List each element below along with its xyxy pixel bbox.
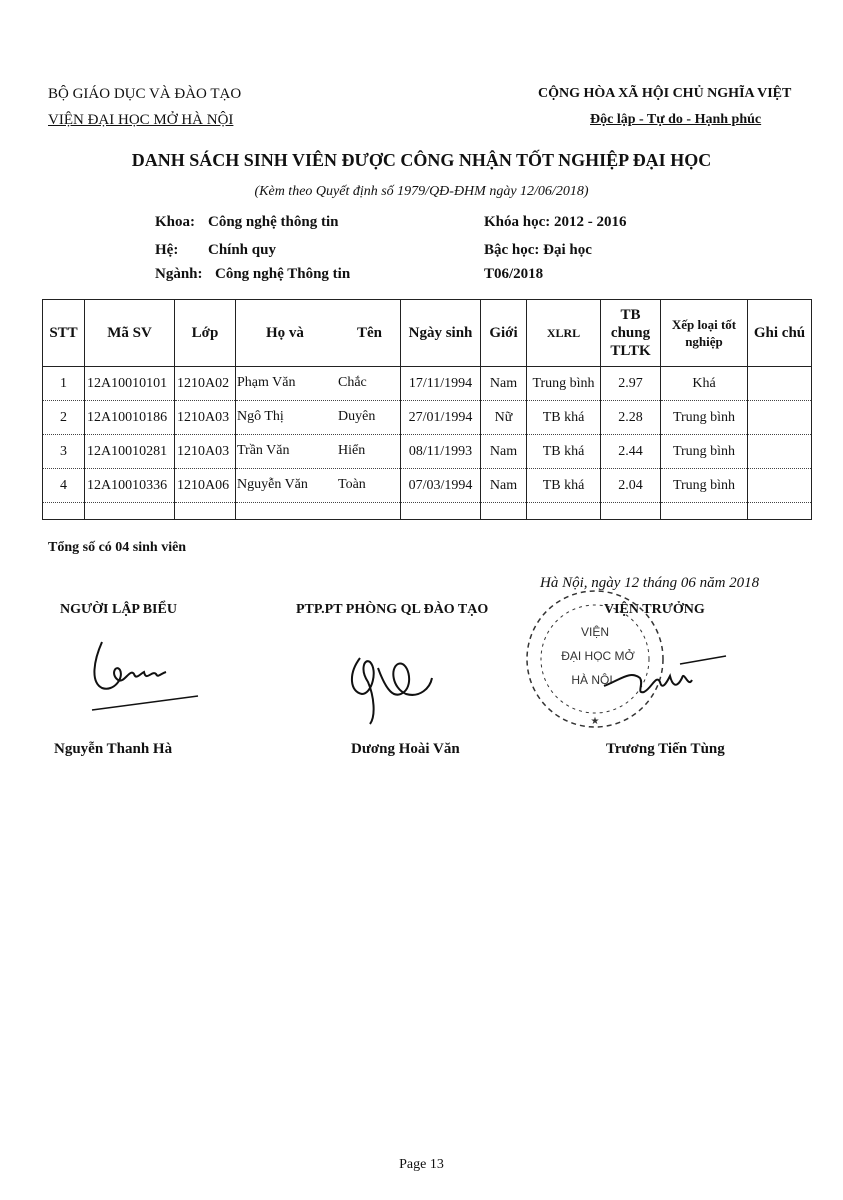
cell-classification: Trung bình <box>661 401 748 435</box>
cell-conduct: TB khá <box>527 469 601 503</box>
col-surname: Họ và <box>266 325 304 341</box>
table-blank-row <box>43 503 812 520</box>
institute-name: VIỆN ĐẠI HỌC MỞ HÀ NỘI <box>48 112 234 128</box>
cell-stt: 2 <box>43 401 85 435</box>
col-gpa-line3: TLTK <box>610 343 651 359</box>
col-conduct: XLRL <box>527 300 601 367</box>
decision-reference: (Kèm theo Quyết định số 1979/QĐ-ĐHM ngày 12/06/2018) <box>254 184 589 199</box>
table-row <box>43 469 812 503</box>
table-header-row <box>43 300 812 367</box>
stamp-star-icon: ★ <box>590 716 600 727</box>
cell-given-name: Hiển <box>338 443 366 458</box>
document-title: DANH SÁCH SINH VIÊN ĐƯỢC CÔNG NHẬN TỐT NGHIỆP ĐẠI HỌC <box>131 150 712 170</box>
table-row <box>43 401 812 435</box>
signature-2 <box>330 640 450 730</box>
cell-stt: 4 <box>43 469 85 503</box>
graduates-table <box>42 299 812 520</box>
blank-cell <box>661 503 748 520</box>
cell-classification: Trung bình <box>661 469 748 503</box>
country-name: CỘNG HÒA XÃ HỘI CHỦ NGHĨA VIỆT <box>538 86 792 101</box>
signer-1-name: Nguyễn Thanh Hà <box>54 741 173 757</box>
cell-stt: 3 <box>43 435 85 469</box>
cell-birth-date: 17/11/1994 <box>401 367 481 401</box>
cell-class: 1210A03 <box>175 401 236 435</box>
signer-1-role: NGƯỜI LẬP BIỂU <box>60 602 177 617</box>
blank-cell <box>43 503 85 520</box>
blank-cell <box>401 503 481 520</box>
cell-notes <box>748 401 812 435</box>
cell-student-id: 12A10010336 <box>85 469 175 503</box>
cell-surname: Nguyễn Văn <box>237 477 308 492</box>
cell-gender: Nam <box>481 367 527 401</box>
cell-full-name <box>236 435 401 469</box>
col-gpa-line2: chung <box>610 325 651 341</box>
table-row <box>43 435 812 469</box>
batch-code: T06/2018 <box>484 266 544 282</box>
cell-gpa: 2.04 <box>601 469 661 503</box>
cell-gpa: 2.97 <box>601 367 661 401</box>
blank-cell <box>236 503 401 520</box>
cell-gpa: 2.28 <box>601 401 661 435</box>
cell-notes <box>748 435 812 469</box>
cell-student-id: 12A10010101 <box>85 367 175 401</box>
blank-cell <box>85 503 175 520</box>
col-classification <box>661 300 748 367</box>
col-student-id: Mã SV <box>85 300 175 367</box>
cell-surname: Ngô Thị <box>237 409 284 424</box>
cell-surname: Trần Văn <box>237 443 290 458</box>
col-gender: Giới <box>481 300 527 367</box>
cell-gender: Nữ <box>481 401 527 435</box>
signer-3-name: Trương Tiến Tùng <box>606 741 725 757</box>
cell-class: 1210A03 <box>175 435 236 469</box>
table-row <box>43 367 812 401</box>
cell-given-name: Toàn <box>338 477 366 492</box>
blank-cell <box>481 503 527 520</box>
cell-conduct: TB khá <box>527 435 601 469</box>
cell-full-name <box>236 367 401 401</box>
cell-gpa: 2.44 <box>601 435 661 469</box>
cell-full-name <box>236 401 401 435</box>
cell-student-id: 12A10010186 <box>85 401 175 435</box>
degree-level: Bậc học: Đại học <box>484 242 592 258</box>
cell-conduct: TB khá <box>527 401 601 435</box>
blank-cell <box>601 503 661 520</box>
blank-cell <box>748 503 812 520</box>
signer-2-role: PTP.PT PHÒNG QL ĐÀO TẠO <box>296 602 489 617</box>
system-value: Chính quy <box>208 242 276 258</box>
col-notes: Ghi chú <box>748 300 812 367</box>
stamp-line-1: VIỆN <box>580 625 610 639</box>
cell-notes <box>748 469 812 503</box>
stamp-line-2: ĐẠI HỌC MỞ <box>561 649 635 663</box>
faculty-label: Khoa: <box>155 214 196 230</box>
cell-stt: 1 <box>43 367 85 401</box>
col-stt: STT <box>43 300 85 367</box>
ministry-name: BỘ GIÁO DỤC VÀ ĐÀO TẠO <box>48 86 242 102</box>
cell-gender: Nam <box>481 435 527 469</box>
col-classification-line2: nghiệp <box>685 334 723 349</box>
cell-birth-date: 27/01/1994 <box>401 401 481 435</box>
cell-surname: Phạm Văn <box>237 375 296 390</box>
signer-2-name: Dương Hoài Văn <box>351 741 460 757</box>
cell-gender: Nam <box>481 469 527 503</box>
col-given-name: Tên <box>356 325 382 341</box>
major-value: Công nghệ Thông tin <box>215 266 351 282</box>
cell-classification: Khá <box>661 367 748 401</box>
blank-cell <box>175 503 236 520</box>
signature-1 <box>80 630 220 720</box>
col-gpa-line1: TB <box>620 307 641 323</box>
col-full-name <box>236 300 401 367</box>
cell-student-id: 12A10010281 <box>85 435 175 469</box>
motto: Độc lập - Tự do - Hạnh phúc <box>590 112 762 127</box>
faculty-value: Công nghệ thông tin <box>208 214 339 230</box>
system-label: Hệ: <box>155 242 179 258</box>
total-count: Tổng số có 04 sinh viên <box>48 540 187 555</box>
cell-birth-date: 07/03/1994 <box>401 469 481 503</box>
cell-conduct: Trung bình <box>527 367 601 401</box>
page-number: Page 13 <box>399 1157 444 1172</box>
cell-given-name: Duyên <box>338 409 376 424</box>
col-classification-line1: Xếp loại tốt <box>671 317 737 332</box>
blank-cell <box>527 503 601 520</box>
col-class: Lớp <box>175 300 236 367</box>
cell-birth-date: 08/11/1993 <box>401 435 481 469</box>
cell-notes <box>748 367 812 401</box>
stamp-line-3: HÀ NỘI <box>571 673 613 687</box>
signer-3-role: VIỆN TRƯỞNG <box>604 602 705 617</box>
cell-class: 1210A02 <box>175 367 236 401</box>
place-date: Hà Nội, ngày 12 tháng 06 năm 2018 <box>540 575 760 591</box>
major-label: Ngành: <box>155 266 203 282</box>
col-birth-date: Ngày sinh <box>401 300 481 367</box>
cell-given-name: Chắc <box>338 375 367 390</box>
cell-classification: Trung bình <box>661 435 748 469</box>
course-years: Khóa học: 2012 - 2016 <box>484 214 627 230</box>
cell-full-name <box>236 469 401 503</box>
cell-class: 1210A06 <box>175 469 236 503</box>
col-gpa <box>601 300 661 367</box>
signature-3 <box>600 640 740 710</box>
